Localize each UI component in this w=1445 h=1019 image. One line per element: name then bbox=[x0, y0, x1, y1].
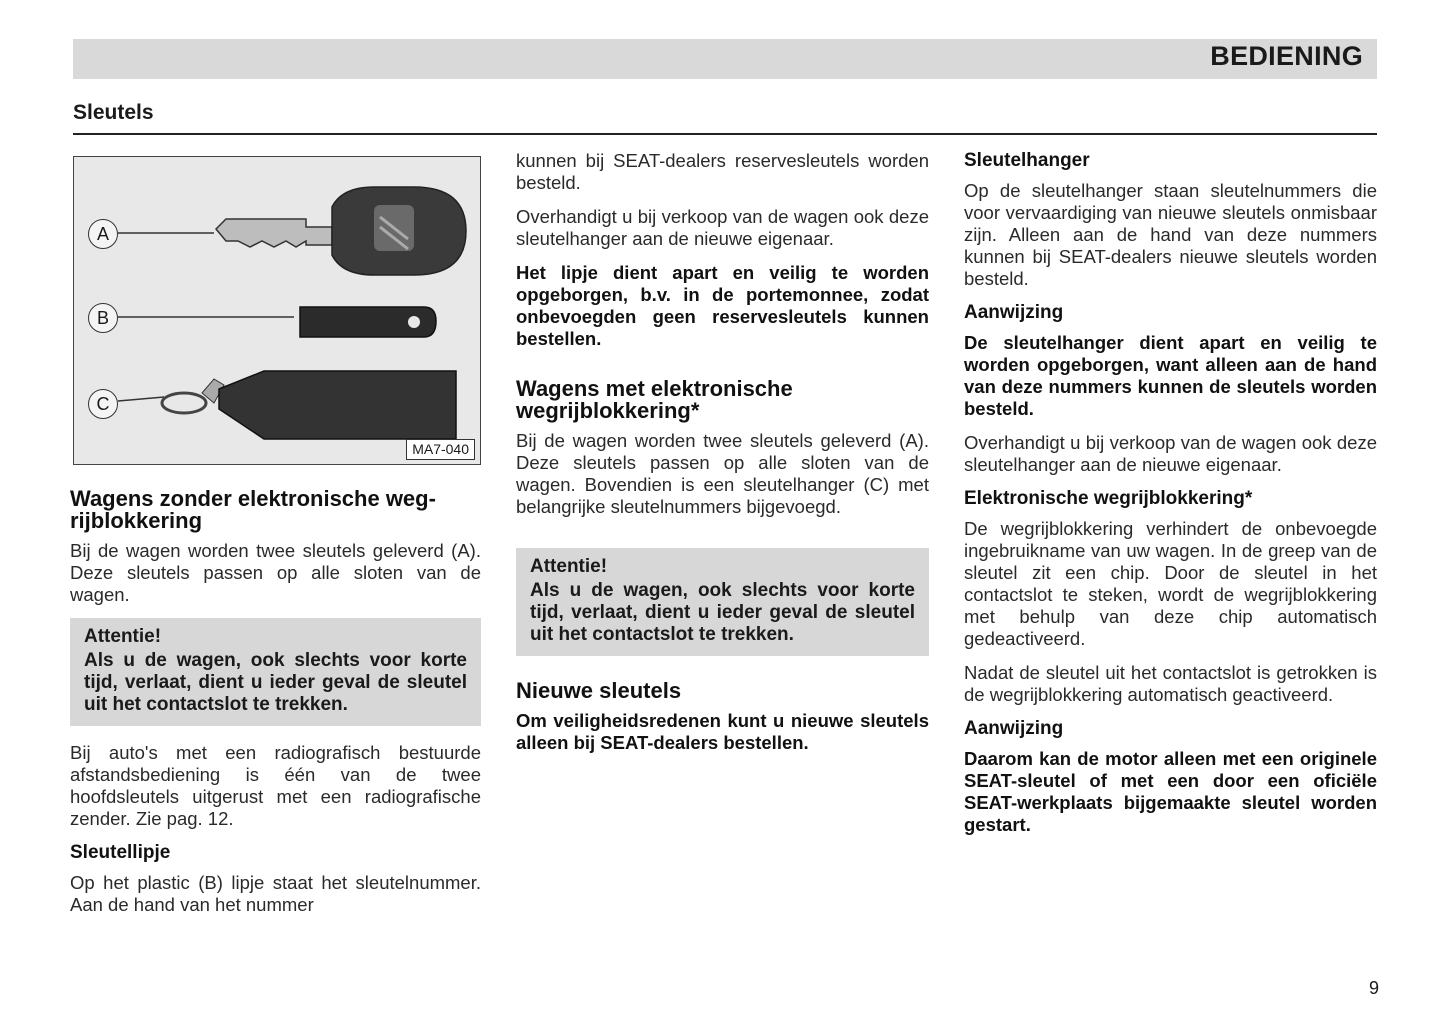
col2-paragraph-5: Om veiligheidsredenen kunt u nieuwe sleutels alleen bij SEAT-dealers bestellen. bbox=[516, 710, 929, 753]
col2-paragraph-1: kunnen bij SEAT-dealers reservesleutels worden besteld. bbox=[516, 150, 929, 193]
column-2 bbox=[516, 150, 929, 766]
col1-paragraph-3: Op het plastic (B) lipje staat het sleutelnummer. Aan de hand van het nummer bbox=[70, 872, 481, 915]
col3-paragraph-2: De sleutelhanger dient apart en veilig te worden opgeborgen, want alleen aan de hand van deze nummers kunnen de sleutels worden besteld. bbox=[964, 332, 1377, 419]
callout-c bbox=[88, 389, 118, 419]
col3-paragraph-6: Daarom kan de motor alleen met een originele SEAT-sleutel of met een door een oficiële SEAT-werkplaats bijgemaakte sleutel worden gestart. bbox=[964, 748, 1377, 835]
col1-paragraph-2: Bij auto's met een radiografisch bestuurde afstandsbediening is één van de twee hoofdsleutels uitgerust met een radiografische zender. Zie pag. 12. bbox=[70, 742, 481, 829]
keys-illustration bbox=[74, 157, 480, 464]
header-title: BEDIENING bbox=[1210, 41, 1363, 71]
col1-subheading-sleutellipje: Sleutellipje bbox=[70, 842, 171, 863]
col3-paragraph-4: De wegrijblokkering verhindert de onbevoegde ingebruikname van uw wagen. In de greep van de sleutel zit een chip. Door de sleutel in het contactslot te steken, wordt de wegrijblokkering met behulp van deze chip automatisch gedeactiveerd. bbox=[964, 518, 1377, 649]
col2-paragraph-3: Het lipje dient apart en veilig te worden opgeborgen, b.v. in de portemonnee, zodat onbevoegden geen reservesleutels kunnen bestellen. bbox=[516, 262, 929, 349]
callout-b-label: B bbox=[96, 308, 109, 328]
col2-warning-box bbox=[516, 548, 929, 656]
col1-warning-body: Als u de wagen, ook slechts voor korte tijd, verlaat, dient u ieder geval de sleutel uit het contactslot te trekken. bbox=[84, 650, 467, 715]
callout-c-label: C bbox=[96, 394, 110, 414]
col2-paragraph-2: Overhandigt u bij verkoop van de wagen ook deze sleutelhanger aan de nieuwe eigenaar. bbox=[516, 206, 929, 249]
section-title: Sleutels bbox=[73, 101, 154, 124]
figure-code: MA7-040 bbox=[406, 439, 475, 460]
col3-subheading-wegrijblokkering: Elektronische wegrijblokkering* bbox=[964, 488, 1253, 509]
callout-b bbox=[88, 303, 118, 333]
col2-warning-title: Attentie! bbox=[530, 556, 608, 577]
col2-warning-body: Als u de wagen, ook slechts voor korte tijd, verlaat, dient u ieder geval de sleutel uit het contactslot te trekken. bbox=[530, 580, 915, 645]
col3-subheading-sleutelhanger: Sleutelhanger bbox=[964, 150, 1090, 171]
col3-paragraph-5: Nadat de sleutel uit het contactslot is getrokken is de wegrijblokkering automatisch geactiveerd. bbox=[964, 662, 1377, 705]
callout-a-label: A bbox=[96, 224, 109, 244]
col3-subheading-aanwijzing-1: Aanwijzing bbox=[964, 302, 1064, 323]
column-3 bbox=[964, 150, 1377, 848]
page-number: 9 bbox=[1369, 978, 1380, 998]
keys-figure bbox=[73, 156, 481, 465]
header-bar bbox=[73, 39, 1377, 79]
callout-a bbox=[88, 219, 118, 249]
col1-paragraph-1: Bij de wagen worden twee sleutels geleverd (A). Deze sleutels passen op alle sloten van de wagen. bbox=[70, 540, 481, 605]
col1-warning-title: Attentie! bbox=[84, 626, 162, 647]
col1-warning-box bbox=[70, 618, 481, 726]
col1-heading: Wagens zonder elektronische weg-rijblokkering bbox=[70, 486, 436, 533]
col3-subheading-aanwijzing-2: Aanwijzing bbox=[964, 718, 1064, 739]
section-rule bbox=[73, 133, 1377, 135]
col3-paragraph-1: Op de sleutelhanger staan sleutelnummers die voor vervaardiging van nieuwe sleutels onmisbaar zijn. Alleen aan de hand van deze nummers kunnen bij SEAT-dealers nieuwe sleutels worden besteld. bbox=[964, 180, 1377, 289]
col3-paragraph-3: Overhandigt u bij verkoop van de wagen ook deze sleutelhanger aan de nieuwe eigenaar. bbox=[964, 432, 1377, 475]
column-1 bbox=[70, 488, 481, 928]
col2-heading: Wagens met elektronische wegrijblokkering* bbox=[516, 376, 793, 423]
col2-heading-2: Nieuwe sleutels bbox=[516, 678, 682, 703]
col2-paragraph-4: Bij de wagen worden twee sleutels geleverd (A). Deze sleutels passen op alle sloten van de wagen. Bovendien is een sleutelhanger (C) met belangrijke sleutelnummers bijgevoegd. bbox=[516, 430, 929, 517]
